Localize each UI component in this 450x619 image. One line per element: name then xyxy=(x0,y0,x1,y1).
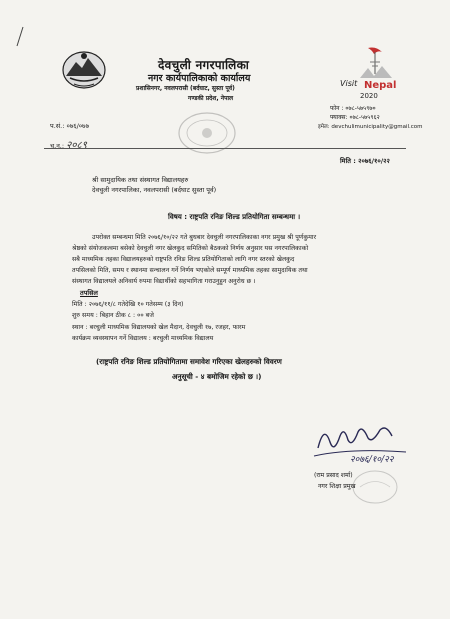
handwritten-signature xyxy=(310,418,420,470)
dispatch-value: २०८९ xyxy=(66,140,87,151)
body-line: तपसिलको मिति, समय र स्थानमा सन्चालन गर्ने निर्णय भएकोले सम्पूर्ण माध्यमिक तहका सामुदायिक तथा xyxy=(72,267,308,274)
body-line: संस्थागत विद्यालयले अनिवार्य रुपमा विद्यार्थीको सहभागिता गराउनुहुन अनुरोध छ । xyxy=(72,278,256,285)
org-name: देवचुली नगरपालिका xyxy=(158,58,250,72)
signatory-name: (राम प्रसाद शर्मा) xyxy=(314,472,353,479)
fax-number: फ्याक्स: ०७८-५७५९६२ xyxy=(330,114,380,121)
event-venue: स्थान : बरचुली माध्यमिक विद्यालयको खेल मैदान, देवचुली १७, रजहर, फारम xyxy=(72,324,246,331)
event-coordinator: कार्यक्रम व्यवस्थापन गर्ने विद्यालय : बरचुली माध्यमिक विद्यालय xyxy=(72,335,214,342)
body-line: सबै माध्यमिक तहका विद्यालयहरुको राष्ट्रपति रनिङ शिल्ड प्रतियोगिताको लागि नगर स्तरको खेलकुद xyxy=(72,256,295,263)
email-address: इमेल: devchulimunicipality@gmail.com xyxy=(318,124,423,130)
office-stamp xyxy=(176,110,238,156)
details-heading: तपसिल xyxy=(80,289,98,297)
event-time: शुरु समय : बिहान ठीक ८ : ०० बजे xyxy=(72,312,154,319)
body-line: उपरोक्त सम्बन्धमा मिति २०७६/१०/२२ गते बुधबार देवचुली नगरपालिकाका नगर प्रमुख श्री पूर्णकुमार xyxy=(92,234,317,241)
signatory-title: नगर शिक्षा प्रमुख xyxy=(318,483,356,490)
dispatch-label: च.न.: xyxy=(50,142,65,150)
annex-note-line-2: अनुसूची - ४ बमोजिम रहेको छ ।) xyxy=(172,372,262,381)
recipient-line-1: श्री सामुदायिक तथा संस्थागत विद्यालयहरु xyxy=(92,176,189,184)
signature-stamp xyxy=(350,468,400,506)
reference-number: प.सं.: ०७६/०७७ xyxy=(50,122,89,130)
letter-subject: विषय : राष्ट्रपति रनिङ शिल्ड प्रतियोगिता सम्बन्धमा । xyxy=(168,213,301,221)
province: गण्डकी प्रदेश, नेपाल xyxy=(188,95,234,102)
pen-mark xyxy=(14,26,26,48)
signature-date: २०७६/१०/२२ xyxy=(350,455,394,465)
recipient-line-2: देवचुली नगरपालिका, नवलपरासी (बर्दघाट सुस्ता पूर्व) xyxy=(92,186,217,194)
office-name: नगर कार्यपालिकाको कार्यालय xyxy=(148,73,251,84)
svg-text:Nepal: Nepal xyxy=(364,80,397,91)
office-address: प्रशासिनगर, नवलपरासी (बर्दघाट, सुस्ता पूर्व) xyxy=(136,85,235,92)
event-date: मिति : २०७६/११/८ गतेदेखि १० गतेसम्म (३ दिन) xyxy=(72,301,184,308)
letter-date: मिति : २०७६/१०/२२ xyxy=(340,157,390,165)
svg-text:2020: 2020 xyxy=(360,92,378,100)
svg-text:Visit: Visit xyxy=(340,79,358,88)
header-divider xyxy=(44,148,406,149)
nepal-emblem-logo xyxy=(60,48,108,90)
annex-note-line-1: (राष्ट्रपति रनिङ शिल्ड प्रतियोगितामा समावेश गरिएका खेलहरुको विवरण xyxy=(96,357,282,366)
body-line: श्रेष्ठको संयोजकत्वमा बसेको देवचुली नगर खेलकुद समितिको बैठकको निर्णय अनुसार यस नगरपालिकाको xyxy=(72,245,309,252)
phone-number: फोन : ०७८-५७५९७० xyxy=(330,105,376,112)
visit-nepal-2020-logo xyxy=(338,44,406,102)
